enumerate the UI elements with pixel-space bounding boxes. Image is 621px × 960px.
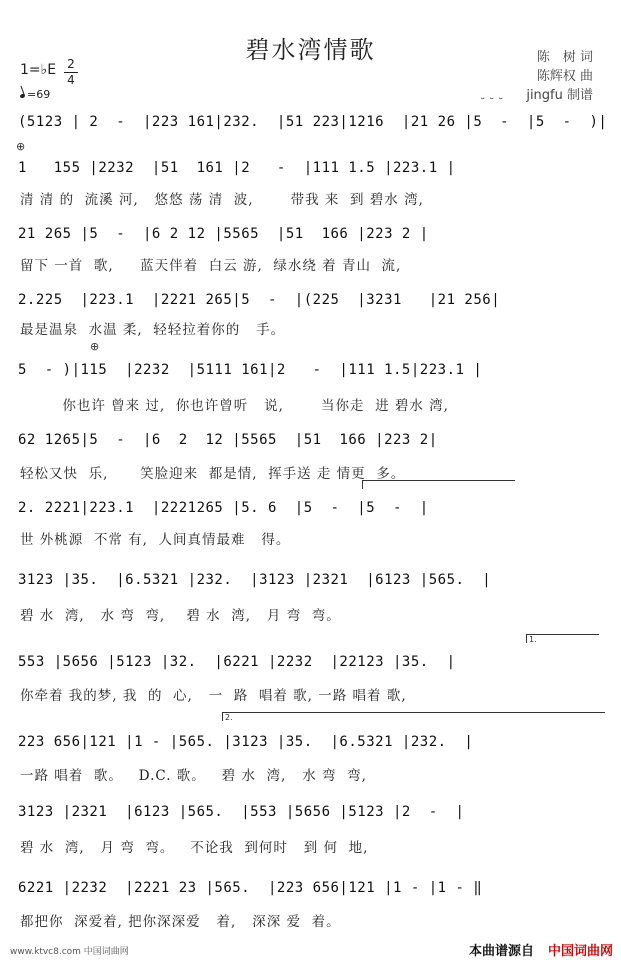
tempo-value: =69 — [27, 88, 51, 101]
notation-row: (5123 | 2 - |223 161|232. |51 223|1216 |21 26 |5 - |5 - )| — [18, 114, 608, 130]
quarter-note-icon — [19, 93, 25, 98]
lyricist-credit: 陈 树 词 — [536, 50, 593, 65]
lyric-row: 你牵着 我的梦, 我 的 心, 一 路 唱着 歌, 一路 唱着 歌, — [20, 688, 407, 704]
volta-bracket: 1. — [526, 634, 599, 643]
repeat-sign-icon: ⊕ — [16, 140, 26, 153]
song-title: 碧水湾情歌 — [245, 36, 376, 64]
notation-row: 3123 |2321 |6123 |565. |553 |5656 |5123 |2 - | — [18, 804, 465, 820]
composer-credit: 陈辉权 曲 — [536, 69, 593, 84]
notation-row: 553 |5656 |5123 |32. |6221 |2232 |22123 |35. | — [18, 654, 456, 670]
lyric-row: 留下 一首 歌, 蓝天伴着 白云 游, 绿水绕 着 青山 流, — [20, 258, 402, 274]
lyric-row: 轻松又快 乐, 笑脸迎来 都是情, 挥手送 走 情更 多。 — [20, 466, 406, 482]
transcriber-credit: jingfu 制谱 — [526, 88, 593, 103]
meter-top: 2 — [67, 57, 75, 71]
footer-site-url: www.ktvc8.com 中国词曲网 — [10, 947, 129, 957]
lyric-row: 碧 水 湾, 水 弯 弯, 碧 水 湾, 月 弯 弯。 — [20, 608, 341, 624]
notation-row: 62 1265|5 - |6 2 12 |5565 |51 166 |223 2| — [18, 432, 438, 448]
lyric-row: 一路 唱着 歌。 D.C. 歌。 碧 水 湾, 水 弯 弯, — [20, 768, 367, 784]
notation-row: 21 265 |5 - |6 2 12 |5565 |51 166 |223 2 | — [18, 226, 429, 242]
key-signature: 1=♭E — [20, 62, 57, 78]
time-signature — [64, 58, 78, 87]
footer-source — [469, 940, 613, 959]
lyric-row: 清 清 的 流溪 河, 悠悠 荡 清 波, 带我 来 到 碧水 湾, — [20, 192, 424, 208]
notation-row: 5 - )|115 |2232 |5111 161|2 - |111 1.5|223.1 | — [18, 362, 483, 378]
notation-row: 2.225 |223.1 |2221 265|5 - |(225 |3231 |21 256| — [18, 292, 501, 308]
credits — [526, 48, 593, 105]
notation-row: 3123 |35. |6.5321 |232. |3123 |2321 |6123 |565. | — [18, 572, 492, 588]
breath-mark-icon: ˘ ˘ ˘ — [480, 96, 504, 109]
footer-source-brand: 中国词曲网 — [547, 944, 613, 959]
notation-row: 1 155 |2232 |51 161 |2 - |111 1.5 |223.1 | — [18, 160, 456, 176]
volta-bracket: 2. — [222, 712, 605, 721]
lyric-row: 都把你 深爱着, 把你深深爱 着, 深深 爱 着。 — [20, 914, 341, 930]
notation-row: 2. 2221|223.1 |2221265 |5. 6 |5 - |5 - | — [18, 500, 429, 516]
notation-row: 6221 |2232 |2221 23 |565. |223 656|121 |1 - |1 - ‖ — [18, 880, 483, 896]
meter-bottom: 4 — [67, 73, 75, 87]
repeat-sign-icon: ⊕ — [90, 340, 100, 353]
footer-source-label: 本曲谱源自 — [468, 944, 534, 959]
lyric-row: 你也许 曾来 过, 你也许曾听 说, 当你走 进 碧水 湾, — [20, 398, 449, 414]
lyric-row: 世 外桃源 不常 有, 人间真情最难 得。 — [20, 532, 291, 548]
tempo-marking — [20, 88, 50, 101]
notation-row: 223 656|121 |1 - |565. |3123 |35. |6.5321 |232. | — [18, 734, 474, 750]
lyric-row: 最是温泉 水温 柔, 轻轻拉着你的 手。 — [20, 322, 286, 338]
lyric-row: 碧 水 湾, 月 弯 弯。 不论我 到何时 到 何 地, — [20, 840, 369, 856]
